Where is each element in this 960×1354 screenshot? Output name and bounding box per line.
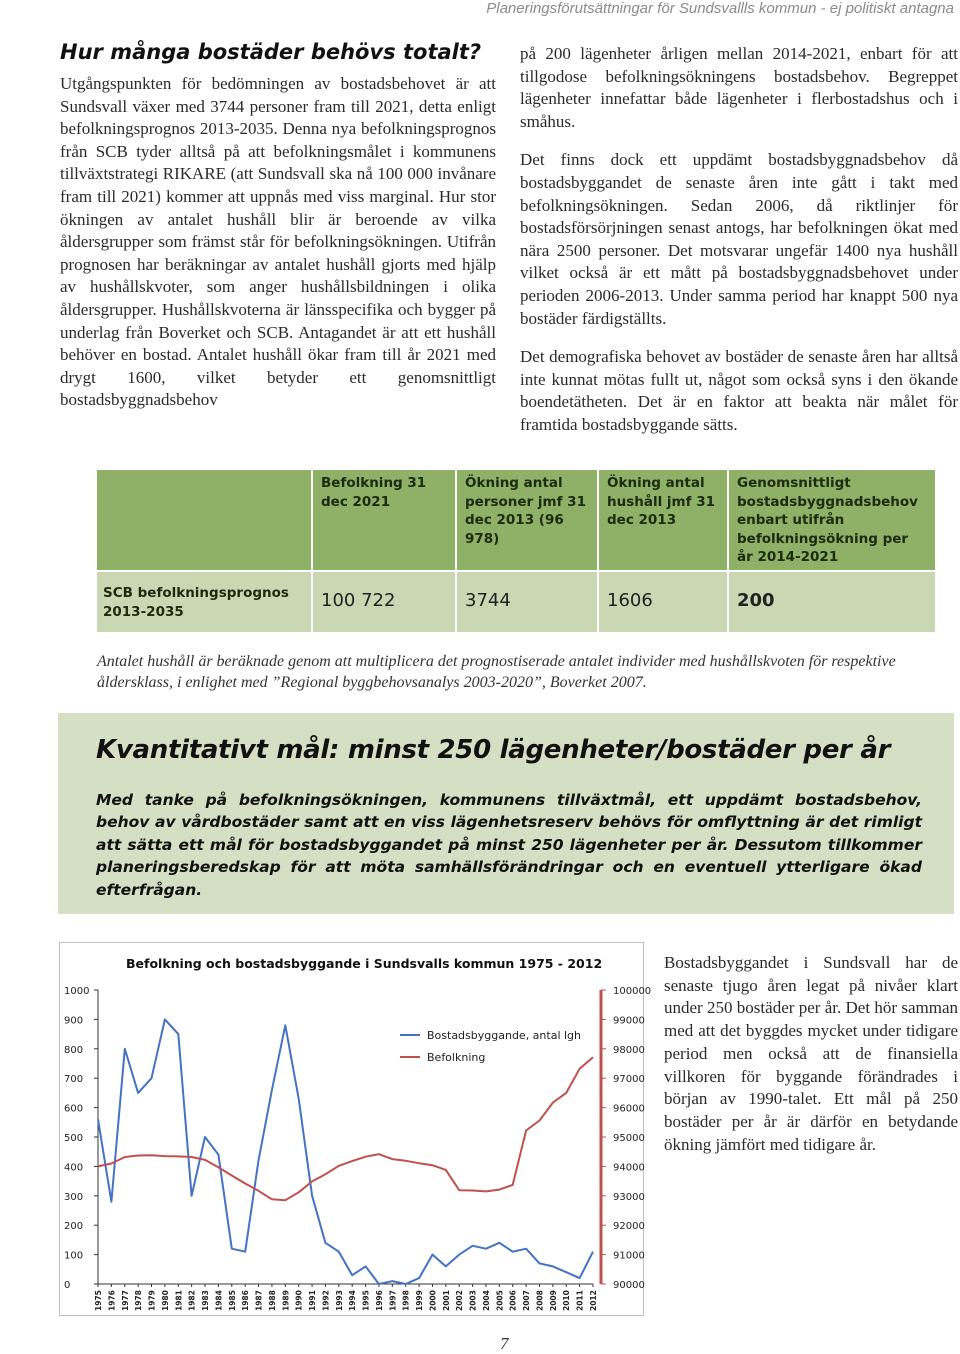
left-axis-tick-label: 800 <box>64 1044 84 1056</box>
right-axis-tick-label: 100000 <box>613 986 652 997</box>
table-row-label: SCB befolkningsprognos 2013-2035 <box>97 572 311 632</box>
right-axis-tick-label: 95000 <box>613 1133 645 1144</box>
table-header-person-increase: Ökning antal personer jmf 31 dec 2013 (96 978) <box>457 470 597 570</box>
table-header-household-increase: Ökning antal hushåll jmf 31 dec 2013 <box>599 470 727 570</box>
x-axis-tick-label: 1975 <box>94 1290 103 1311</box>
x-axis-tick-label: 1989 <box>281 1290 291 1311</box>
right-axis-tick-label: 93000 <box>613 1191 645 1203</box>
table-corner-cell <box>97 470 311 570</box>
x-axis-tick-label: 1988 <box>267 1290 277 1311</box>
legend-label: Befolkning <box>427 1051 486 1064</box>
x-axis-tick-label: 1992 <box>321 1290 331 1311</box>
table-cell-building-need: 200 <box>729 572 935 632</box>
goal-box <box>58 713 954 914</box>
left-axis-tick-label: 200 <box>64 1221 84 1233</box>
table-cell-household-increase: 1606 <box>599 572 727 632</box>
x-axis-tick-label: 1999 <box>415 1290 425 1311</box>
x-axis-tick-label: 2007 <box>522 1290 532 1311</box>
body-paragraph: på 200 lägenheter årligen mellan 2014-2021, enbart för att tillgodose befolkningsökningens bostadsbehov. Begreppet lägenheter innefattar både lägenheter i flerbostadshus och i småhus. <box>520 44 958 131</box>
x-axis-tick-label: 2011 <box>575 1290 585 1311</box>
x-axis-tick-label: 1978 <box>134 1290 144 1311</box>
x-axis-tick-label: 2009 <box>548 1290 558 1311</box>
goal-title: Kvantitativt mål: minst 250 lägenheter/bostäder per år <box>96 735 891 765</box>
x-axis-tick-label: 1995 <box>361 1290 371 1311</box>
x-axis-tick-label: 2004 <box>481 1290 491 1311</box>
x-axis-tick-label: 1980 <box>160 1290 170 1311</box>
running-header: Planeringsförutsättningar för Sundsvallls kommun - ej politiskt antagna <box>486 0 954 17</box>
x-axis-tick-label: 1981 <box>174 1290 184 1311</box>
page-number: 7 <box>500 1334 509 1353</box>
x-axis-tick-label: 2008 <box>535 1290 545 1311</box>
left-axis-tick-label: 500 <box>64 1133 84 1144</box>
body-paragraph: Det finns dock ett uppdämt bostadsbyggnadsbehov då bostadsbyggandet de senaste åren inte gått i takt med befolkningsökningen. Sedan 2006, då riktlinjer för bostadsförsörjningen senast antogs, har befolkningen ökat med nära 2500 personer. Det motsvarar ungefär 1400 nya hushåll vilket också är ett mått på bostadsbyggnadsbehovet under perioden 2006-2013. Under samma period har knappt 500 nya bostäder färdigställts. <box>520 150 958 328</box>
x-axis-tick-label: 1984 <box>214 1290 224 1311</box>
x-axis-tick-label: 1979 <box>147 1290 157 1311</box>
x-axis-tick-label: 2001 <box>441 1290 451 1311</box>
body-paragraph: Utgångspunkten för bedömningen av bostadsbehovet är att Sundsvall växer med 3744 personer fram till 2021, detta enligt befolkningsprognos 2013-2035. Denna nya befolkningsprognos från SCB tyder alltså på att befolkningsmålet i kommunens tillväxtstrategi RIKARE (att Sundsvall ska nå 100 000 invånare fram till 2021) kommer att uppnås med viss marginal. Hur stor ökningen av antalet hushåll blir är beroende av vilka åldersgrupper som främst står för befolkningsökningen. Utifrån prognosen har beräkningar av antalet hushåll gjorts med hjälp av hushållskvoter, som anger hushållsbildningen i olika åldersgrupper. Hushållskvoterna är länsspecifika och bygger på underlag från Boverket och SCB. Antagandet är att ett hushåll behöver en bostad. Antalet hushåll ökar fram till år 2021 med drygt 1600, vilket betyder ett genomsnittligt bostadsbyggnadsbehov <box>60 74 496 410</box>
x-axis-tick-label: 1977 <box>120 1290 130 1311</box>
table-header-population: Befolkning 31 dec 2021 <box>313 470 455 570</box>
x-axis-tick-label: 1994 <box>348 1290 358 1311</box>
left-axis-tick-label: 1000 <box>64 986 90 997</box>
right-axis-tick-label: 92000 <box>613 1221 645 1233</box>
right-axis-tick-label: 97000 <box>613 1074 645 1086</box>
x-axis-tick-label: 2012 <box>589 1290 598 1311</box>
left-axis-tick-label: 300 <box>64 1191 84 1203</box>
table-cell-population: 100 722 <box>313 572 455 632</box>
x-axis-tick-label: 1998 <box>401 1290 411 1311</box>
x-axis-tick-label: 1983 <box>201 1290 211 1311</box>
right-axis-tick-label: 96000 <box>613 1103 645 1115</box>
x-axis-tick-label: 1990 <box>294 1290 304 1311</box>
right-axis-tick-label: 99000 <box>613 1015 645 1027</box>
table-cell-person-increase: 3744 <box>457 572 597 632</box>
x-axis-tick-label: 1986 <box>241 1290 251 1311</box>
series-line-construction <box>98 1019 593 1284</box>
series-line-population <box>98 1057 593 1200</box>
goal-body: Med tanke på befolkningsökningen, kommunens tillväxtmål, ett uppdämt bostadsbehov, behov av vårdbostäder samt att en viss lägenhetsreserv behövs för omflyttning är det rimligt att sätta ett mål för bostadsbyggandet på minst 250 lägenheter per år. Dessutom tillkommer planeringsberedskap för att möta samhällsförändringar och en eventuell ytterligare ökad efterfrågan. <box>96 791 922 899</box>
left-axis-tick-label: 100 <box>64 1250 84 1262</box>
right-axis-tick-label: 90000 <box>613 1280 645 1291</box>
x-axis-tick-label: 1997 <box>388 1290 398 1311</box>
left-axis-tick-label: 400 <box>64 1162 84 1174</box>
x-axis-tick-label: 1991 <box>308 1290 318 1311</box>
right-column <box>520 43 958 453</box>
left-axis-tick-label: 600 <box>64 1103 84 1115</box>
x-axis-tick-label: 2010 <box>562 1290 572 1311</box>
x-axis-tick-label: 2006 <box>508 1290 518 1311</box>
left-column <box>60 73 496 428</box>
legend-label: Bostadsbyggande, antal lgh <box>427 1029 582 1042</box>
x-axis-tick-label: 2000 <box>428 1290 438 1311</box>
left-axis-tick-label: 700 <box>64 1074 84 1086</box>
x-axis-tick-label: 1976 <box>107 1290 117 1311</box>
section-heading: Hur många bostäder behövs totalt? <box>60 40 482 64</box>
right-axis-tick-label: 98000 <box>613 1044 645 1056</box>
x-axis-tick-label: 2003 <box>468 1290 478 1311</box>
forecast-table <box>97 470 935 632</box>
body-paragraph: Det demografiska behovet av bostäder de senaste åren har alltså inte kunnat mötas fullt ut, något som också syns i den ökande boendetätheten. Det är en faktor att beakta när målet för framtida bostadsbyggande sätts. <box>520 347 958 434</box>
population-construction-chart <box>60 943 652 1315</box>
left-axis-tick-label: 0 <box>64 1280 71 1291</box>
chart-title: Befolkning och bostadsbyggande i Sundsvalls kommun 1975 - 2012 <box>126 956 603 971</box>
x-axis-tick-label: 1985 <box>227 1290 237 1311</box>
side-column: Bostadsbyggandet i Sundsvall har de senaste tjugo åren legat på nivåer klart under 250 bostäder per år. Det hör samman med att det byggdes mycket under tidigare period men också att de finansiella villkoren för byggande förändrades i början av 1990-talet. Ett mål på 250 bostäder per år är därför en betydande ökning jämfört med tidigare år. <box>664 953 958 1154</box>
x-axis-tick-label: 1987 <box>254 1290 264 1311</box>
x-axis-tick-label: 1982 <box>187 1290 197 1311</box>
right-axis-tick-label: 94000 <box>613 1162 645 1174</box>
chart-frame <box>59 942 652 1316</box>
left-axis-tick-label: 900 <box>64 1015 84 1027</box>
right-axis-tick-label: 91000 <box>613 1250 645 1262</box>
x-axis-tick-label: 2005 <box>495 1290 505 1311</box>
x-axis-tick-label: 2002 <box>455 1290 465 1311</box>
x-axis-tick-label: 1996 <box>374 1290 384 1311</box>
table-caption: Antalet hushåll är beräknade genom att multiplicera det prognostiserade antalet individer med hushållskvoten för respektive åldersklass, i enlighet med ”Regional byggbehovsanalys 2003-2020”, Boverket 2007. <box>97 653 896 691</box>
table-header-building-need: Genomsnittligt bostadsbyggnadsbehov enbart utifrån befolkningsökning per år 2014-2021 <box>729 470 935 570</box>
x-axis-tick-label: 1993 <box>334 1290 344 1311</box>
